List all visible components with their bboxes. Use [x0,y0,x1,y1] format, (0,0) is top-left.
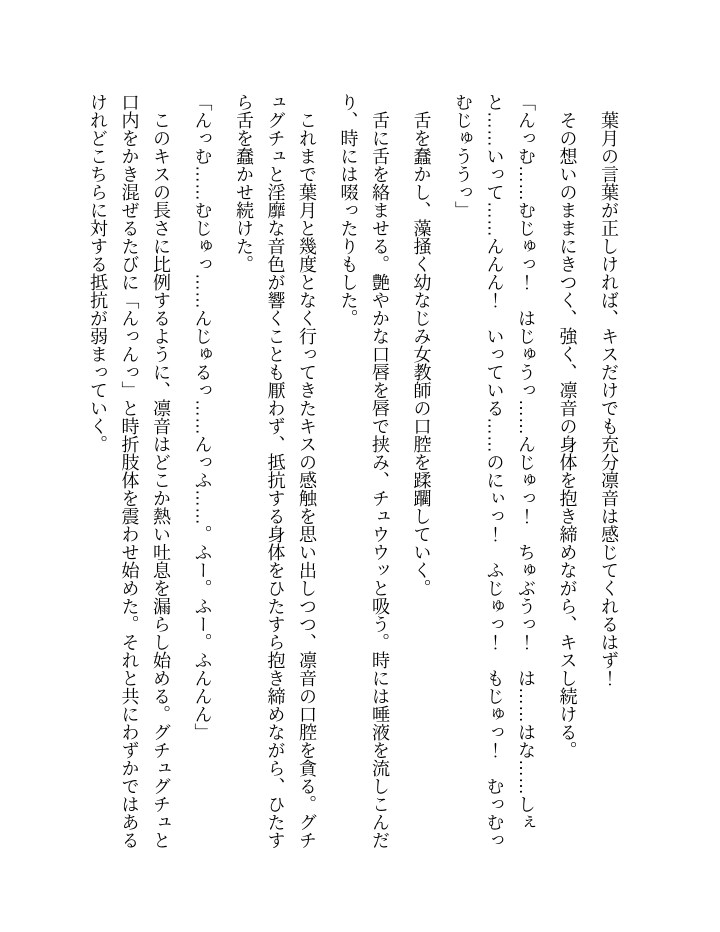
paragraph: これまで葉月と幾度となく行ってきたキスの感触を思い出しつつ、凛音の口腔を貪る。グチュグチュと淫靡な音色が響くことも厭わず、抵抗する身体をひたすら抱き締めながら、ひたすら舌を蠢かせ続けた。 [234,93,317,849]
paragraph-dialogue: 「んっむ……むじゅっ！ はじゅうっ……んじゅっ！ ちゅぶうっ！ は……はな……しぇと……いって……んんん！ いっている……のにぃっ！ ふじゅっ！ もじゅっ！ むっむっむじゅううっ」 [453,93,536,849]
paragraph-dialogue: 「んっむ……むじゅっ……んじゅるっ……んっふ……。ふー。ふー。ふんんん」 [192,93,213,741]
paragraph: 葉月の言葉が正しければ、キスだけでも充分凛音は感じてくれるはず！ [599,111,619,687]
paragraph: 舌を蠢かし、藻掻く幼なじみ女教師の口腔を蹂躙していく。 [411,111,432,597]
paragraph: このキスの長さに比例するように、凛音はどこか熱い吐息を漏らし始める。グチュグチュと口内をかき混ぜるたびに「んっんっ」と時折肢体を震わせ始めた。それと共にわずかではあるけれどこちらに対する抵抗が弱まっていく。 [88,93,171,849]
paragraph: その想いのままにきつく、強く、凛音の身体を抱き締めながら、キスし続ける。 [557,111,578,759]
paragraph: 舌に舌を絡ませる。艶やかな口唇を唇で挟み、チュウウッと吸う。時には唾液を流しこんだり、時には啜ったりもした。 [338,93,390,849]
